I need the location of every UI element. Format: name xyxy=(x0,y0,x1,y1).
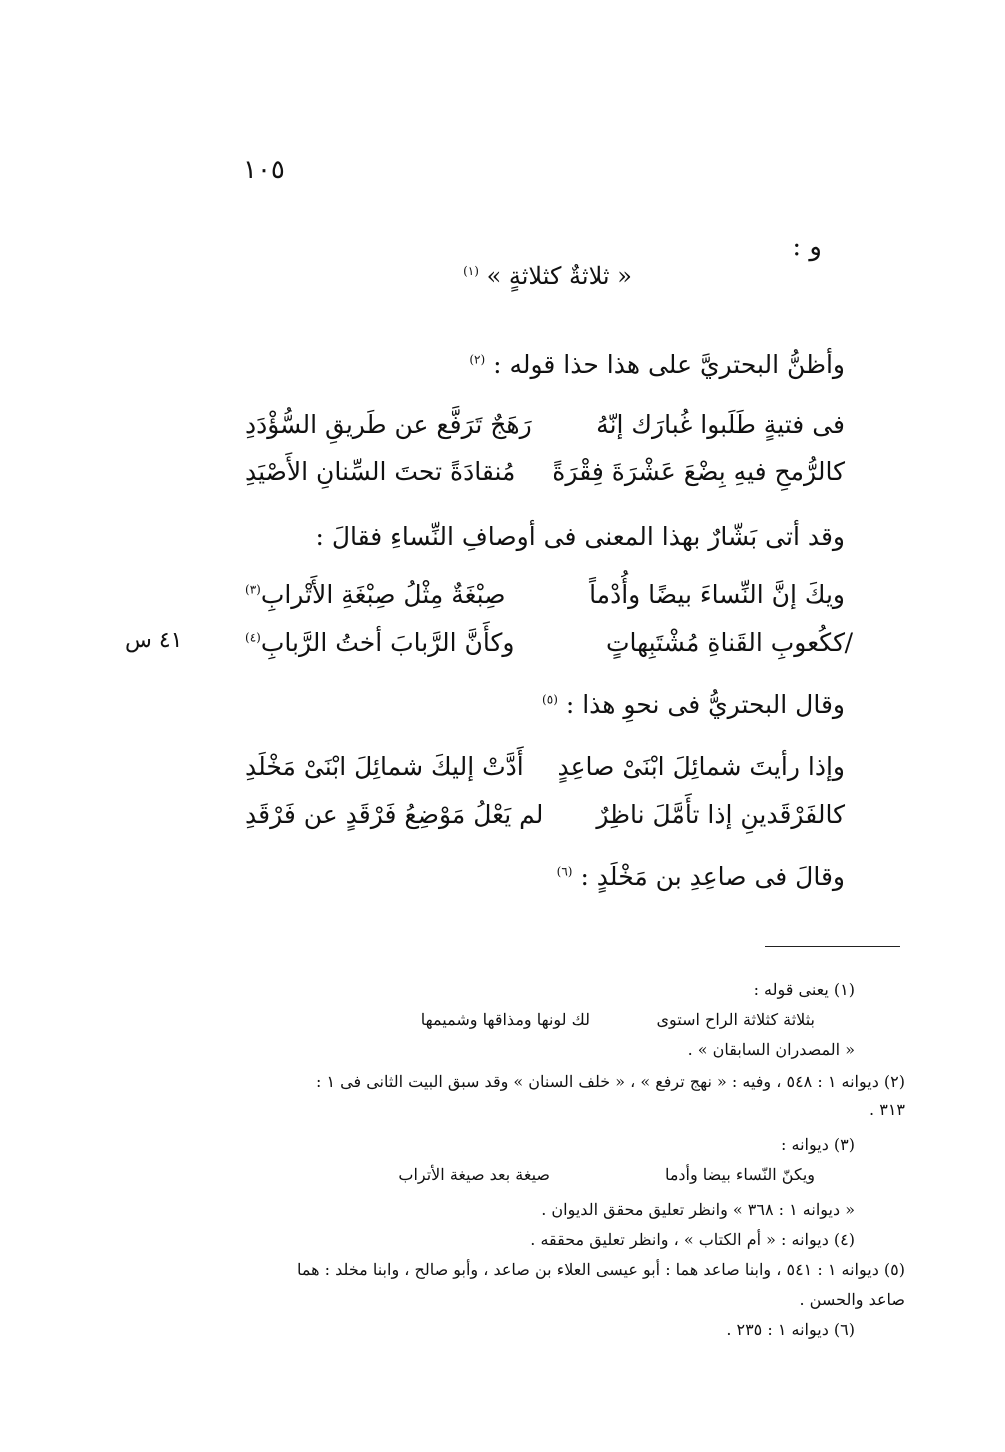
intro-text-1: وأظنُّ البحتريَّ على هذا حذا قوله : xyxy=(493,350,845,379)
footnote-ref-5: (٥) xyxy=(542,692,558,707)
hemistich-first: ويكَ إنَّ النِّساءَ بيضًا وأُدْماً xyxy=(589,580,845,609)
footnote-5-line-1: (٥) ديوانه ١ : ٥٤١ ، وابنا صاعد هما : أبو عيسى العلاء بن صاعد ، وأبو صالح ، وابنا مخلد : هما xyxy=(297,1260,905,1279)
hemistich-second-text: صِبْغَةٌ مِثْلُ صِبْغَةِ الأَتْرابِ xyxy=(260,580,506,609)
footnote-hemistich-first: ويكنّ النّساء بيضا وأدما xyxy=(664,1165,815,1184)
hemistich-second xyxy=(245,628,515,657)
footnote-1-head: (١) يعنى قوله : xyxy=(753,980,855,999)
hemistich-second xyxy=(245,580,505,609)
footnote-hemistich-first: بثلاثة كثلاثة الراح استوى xyxy=(656,1010,815,1029)
intro-line-1 xyxy=(469,350,845,379)
intro-text-3: وقال البحتريُّ فى نحوِ هذا : xyxy=(565,690,845,719)
hemistich-first: فى فتيةٍ طَلَبوا غُبارَك إنّهُ xyxy=(596,410,845,439)
margin-mark: ٤١ س xyxy=(125,628,183,653)
footnote-3-verse xyxy=(0,1165,1005,1191)
slash-mark: / xyxy=(844,628,853,657)
footnote-2-line-1: (٢) ديوانه ١ : ٥٤٨ ، وفيه : « نهج ترفع » ، « خلف السنان » وقد سبق البيت الثانى فى ١ : xyxy=(315,1072,905,1091)
footnote-divider xyxy=(765,946,900,947)
verse-2-2 xyxy=(245,628,845,668)
hemistich-second: أَدَّتْ إليكَ شمائِلَ ابْنَىْ مَخْلَدِ xyxy=(245,752,524,781)
hemistich-first: كالفَرْقَدينِ إذا تأَمَّلَ ناظِرٌ xyxy=(596,800,845,829)
footnote-ref-2: (٢) xyxy=(469,352,486,367)
hemistich-second: مُنقادَةً تحتَ السِّنانِ الأَصْيَدِ xyxy=(245,457,516,486)
hemistich-second: رَهَجٌ تَرَفَّع عن طَريقِ السُّؤْدَدِ xyxy=(245,410,532,439)
quote-title xyxy=(0,262,1005,290)
footnote-ref-1: (١) xyxy=(463,264,479,278)
intro-line-2: وقد أتى بَشّارٌ بهذا المعنى فى أوصافِ النِّساءِ فقالَ : xyxy=(315,522,845,551)
footnote-1-source: « المصدران السابقان » . xyxy=(687,1040,855,1059)
verse-3-2 xyxy=(245,800,845,840)
verse-1-2 xyxy=(245,457,845,497)
footnote-ref-4: (٤) xyxy=(245,630,261,645)
verse-2-1 xyxy=(245,580,845,620)
footnote-3-head: (٣) ديوانه : xyxy=(781,1135,855,1154)
footnote-hemistich-second: صيغة بعد صيغة الأتراب xyxy=(398,1165,550,1184)
quote-title-text: « ثلاثةٌ كثلاثةٍ » xyxy=(486,262,632,290)
footnote-3-source: « ديوانه ١ : ٣٦٨ » وانظر تعليق محقق الديوان . xyxy=(541,1200,855,1219)
footnote-ref-6: (٦) xyxy=(556,864,573,879)
footnote-hemistich-second: لك لونها ومذاقها وشميمها xyxy=(420,1010,590,1029)
verse-3-1 xyxy=(245,752,845,792)
footnote-5-line-2: صاعد والحسن . xyxy=(799,1290,905,1309)
hemistich-first: وإذا رأيتَ شمائِلَ ابْنَىْ صاعِدٍ xyxy=(557,752,845,781)
footnote-ref-3: (٣) xyxy=(245,582,261,597)
footnote-2-line-2: ٣١٣ . xyxy=(869,1100,905,1119)
hemistich-first: كالرُّمحِ فيهِ بِضْعَ عَشْرَةَ فِقْرَةً xyxy=(552,457,845,486)
page-number: ١٠٥ xyxy=(243,155,285,185)
intro-line-4 xyxy=(557,862,845,891)
hemistich-second-text: وكأَنَّ الرَّبابَ أختُ الرَّبابِ xyxy=(260,628,515,657)
section-mark: و : xyxy=(792,232,822,262)
intro-line-3 xyxy=(542,690,845,719)
footnote-6: (٦) ديوانه ١ : ٢٣٥ . xyxy=(726,1320,855,1339)
intro-text-4: وقالَ فى صاعِدِ بن مَخْلَدٍ : xyxy=(580,862,845,891)
footnote-4: (٤) ديوانه : « أم الكتاب » ، وانظر تعليق محققه . xyxy=(530,1230,855,1249)
verse-1-1 xyxy=(245,410,845,450)
footnote-1-verse xyxy=(0,1010,1005,1036)
hemistich-second: لم يَعْلُ مَوْضِعُ فَرْقَدٍ عن فَرْقَدِ xyxy=(245,800,544,829)
hemistich-first: ككُعوبِ القَناةِ مُشْتَبِهاتٍ xyxy=(605,628,845,657)
